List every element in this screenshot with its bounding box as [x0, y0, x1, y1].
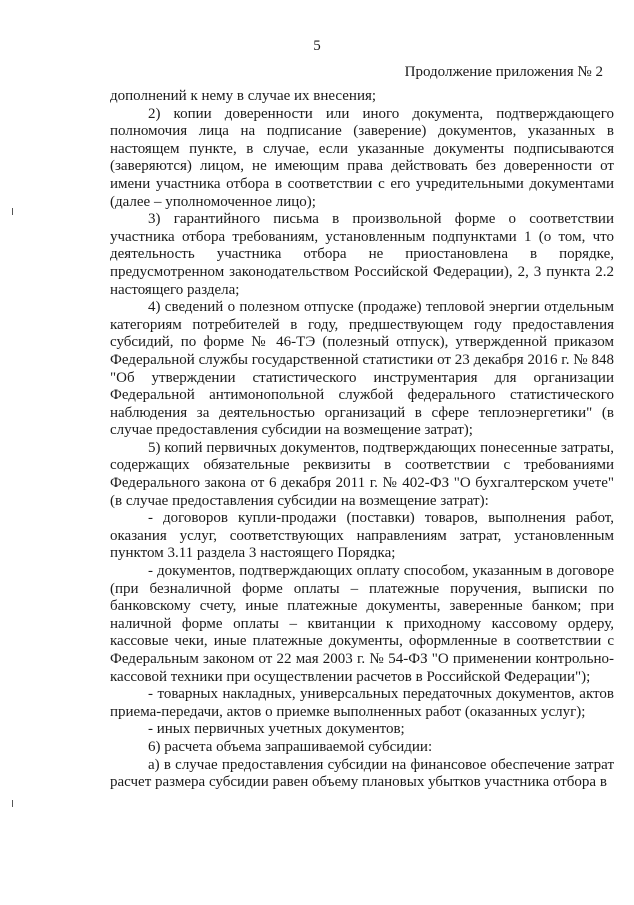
- paragraph-item-5: 5) копий первичных документов, подтверждающих понесенные затраты, содержащих обязательные реквизиты в соответствии с требованиями Федерального закона от 6 декабря 2011 г. № 402-ФЗ "О бухгалтерском учете" (в случае предоставления субсидии на возмещение затрат):: [110, 439, 614, 509]
- paragraph-continuation: дополнений к нему в случае их внесения;: [110, 88, 377, 104]
- paragraph-bullet-payments: - документов, подтверждающих оплату способом, указанным в договоре (при безналичной форме оплаты – платежные поручения, выписки по банковскому счету, иные платежные документы, заверенные банком; при наличной форме оплаты – квитанции к приходному кассовому ордеру, кассовые чеки, иные платежные документы, оформленные в соответствии с Федеральным законом от 22 мая 2003 г. № 54-ФЗ "О применении контрольно-кассовой техники при осуществлении расчетов в Российской Федерации");: [110, 563, 614, 685]
- paragraph-bullet-other: - иных первичных учетных документов;: [148, 721, 405, 738]
- paragraph-bullet-contracts: - договоров купли-продажи (поставки) товаров, выполнения работ, оказания услуг, соответствующих направлениям затрат, установленным пунктом 3.11 раздела 3 настоящего Порядка;: [110, 510, 614, 562]
- scan-margin-mark-top: [12, 208, 13, 215]
- page-number: 5: [313, 38, 321, 54]
- paragraph-item-3: 3) гарантийного письма в произвольной форме о соответствии участника отбора требованиям, установленным подпунктами 1 (о том, что деятельность участника отбора не приостановлена в порядке, предусмотренном законодательством Российской Федерации), 2, 3 пункта 2.2 настоящего раздела;: [110, 211, 614, 298]
- appendix-note: Продолжение приложения № 2: [404, 64, 603, 80]
- document-body: [110, 88, 614, 792]
- paragraph-item-6: 6) расчета объема запрашиваемой субсидии:: [148, 738, 433, 755]
- scan-margin-mark-bottom: [12, 800, 13, 807]
- paragraph-bullet-invoices: - товарных накладных, универсальных передаточных документов, актов приема-передачи, актов о приемке выполненных работ (оказанных услуг);: [110, 686, 614, 720]
- paragraph-subitem-a: а) в случае предоставления субсидии на финансовое обеспечение затрат расчет размера субсидии равен объему плановых убытков участника отбора в: [110, 756, 614, 791]
- paragraph-item-2: 2) копии доверенности или иного документа, подтверждающего полномочия лица на подписание (заверение) документов, указанных в настоящем пункте, в случае, если указанные документы подписываются (заверяются) лицом, не имеющим права действовать без доверенности от имени участника отбора в соответствии с его учредительными документами (далее – уполномоченное лицо);: [110, 105, 614, 210]
- paragraph-item-4: 4) сведений о полезном отпуске (продаже) тепловой энергии отдельным категориям потребителей в году, предшествующем году предоставления субсидий, по форме № 46-ТЭ (полезный отпуск), утвержденной приказом Федеральной службы государственной статистики от 23 декабря 2016 г. № 848 "Об утверждении статистического инструментария для организации Федеральной антимонопольной службой федерального статистического наблюдения за деятельностью организаций в сфере теплоэнергетики" (в случае предоставления субсидии на возмещение затрат);: [110, 299, 614, 439]
